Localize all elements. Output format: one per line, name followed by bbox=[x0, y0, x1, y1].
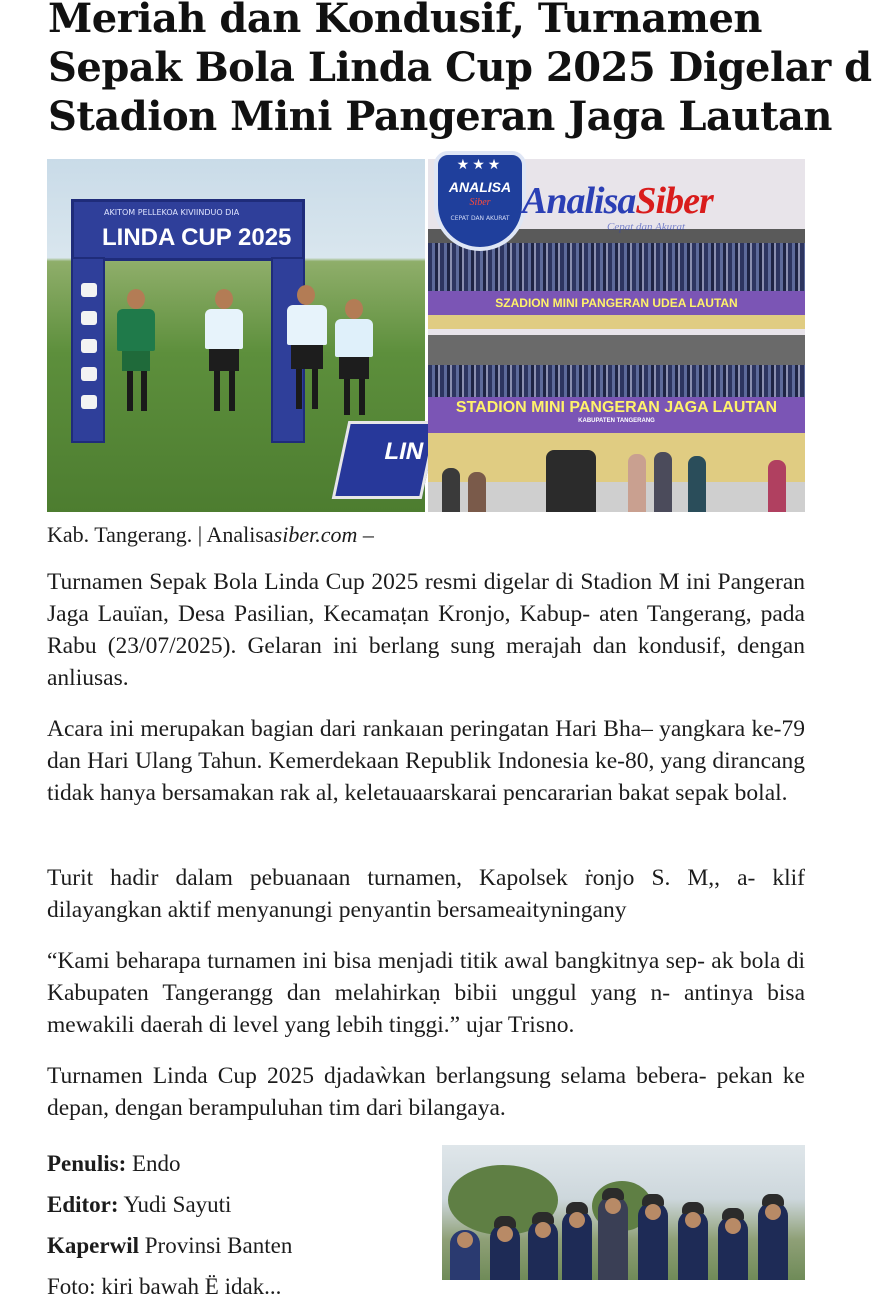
arch-left-pillar bbox=[71, 257, 105, 443]
byline-site: siber.com bbox=[273, 522, 358, 547]
wordmark-siber: Siber bbox=[635, 180, 713, 222]
stadium-banner-upper: SZADION MINI PANGERAN UDEA LAUTAN bbox=[428, 291, 805, 315]
analisa-siber-wordmark bbox=[522, 179, 713, 223]
writer-label: Penulis: bbox=[47, 1151, 127, 1176]
byline-dash: – bbox=[357, 522, 374, 547]
credit-kaperwil bbox=[47, 1225, 292, 1266]
linda-ad-board bbox=[332, 421, 439, 499]
hero-image bbox=[47, 159, 805, 512]
logo-stars: ★★★ bbox=[456, 157, 504, 173]
headline-line-2: Sepak Bola Linda Cup 2025 Digelar d bbox=[48, 44, 872, 91]
linda-cup-arch bbox=[71, 199, 305, 443]
stadium-name-sub: KABUPATEN TANGERANG bbox=[578, 418, 655, 424]
wordmark-tagline: Cepat dan Akurat bbox=[607, 221, 686, 233]
arch-small-text: AKITOM PELLEKOA KIVIINDUO DIA bbox=[104, 208, 240, 217]
article-paragraph-5: Turnamen Linda Cup 2025 djadaẁkan berlangsung selama bebera- pekan ke depan, dengan berampuluhan tim dari bilangaya. bbox=[47, 1063, 805, 1121]
article-paragraph-2: Acara ini merupakan bagian dari rankaıan peringatan Hari Bha– yangkara ke-79 dan Hari Ulang Tahun. Kemerdekaan Republik Indonesia ke-80, yang dirancang tidak hanya bersamakan rak al, keletauaarskarai pencararian bakat sepak bolal. bbox=[47, 716, 805, 806]
editor-name: Yudi Sayuti bbox=[118, 1192, 232, 1217]
article-paragraph-3: Turit hadir dalam pebuanaan turnamen, Kapolsek ṙonjo S. M,, a- klif dilayangkan aktif menyanungi penyantin bersameaityningany bbox=[47, 865, 805, 923]
article-paragraph-4: “Kami beharapa turnamen ini bisa menjadi titik awal bangkitnya sep- ak bola di Kabupaten Tangerangg dan melahirkaṇ bibii unggul yang n- antinya bisa mewakili daerah di level yang lebih tinggi.” ujar Trisno. bbox=[47, 948, 805, 1038]
stadium-name: STADION MINI PANGERAN JAGA LAUTAN bbox=[455, 399, 778, 416]
credit-writer bbox=[47, 1143, 292, 1184]
headline-line-1: Meriah dan Kondusif, Turnamen bbox=[48, 0, 763, 42]
writer-name: Endo bbox=[126, 1151, 181, 1176]
headline-line-3: Stadion Mini Pangeran Jaga Lautan bbox=[48, 93, 832, 140]
credit-editor bbox=[47, 1184, 292, 1225]
byline-place: Kab. Tangerang. | Analisa bbox=[47, 522, 274, 547]
editor-label: Editor: bbox=[47, 1192, 119, 1217]
article-credits bbox=[47, 1143, 292, 1307]
stadium-banner-lower bbox=[428, 397, 805, 433]
credit-partial-line: Foto: kiri bawah Ë idak... bbox=[47, 1274, 282, 1299]
analisa-siber-badge-logo bbox=[434, 151, 526, 251]
logo-badge-name: ANALISA bbox=[448, 179, 512, 195]
article-byline bbox=[47, 522, 374, 548]
ceremony-photo bbox=[442, 1145, 805, 1280]
arch-banner bbox=[71, 199, 305, 261]
article-paragraph-1: Turnamen Sepak Bola Linda Cup 2025 resmi digelar di Stadion M ini Pangeran Jaga Lauïan, Desa Pasilian, Kecamaṭan Kronjo, Kabup- aten Tangerang, pada Rabu (23/07/2025). Gelaran ini berlang sung merajah dan kondusif, dengan anliusas. bbox=[47, 569, 805, 691]
logo-badge-tagline: CEPAT DAN AKURAT bbox=[450, 215, 510, 222]
article-headline bbox=[48, 0, 872, 141]
arch-title: LINDA CUP 2025 bbox=[102, 224, 292, 251]
crowd-lower bbox=[428, 365, 805, 397]
kaperwil-name: Provinsi Banten bbox=[139, 1233, 293, 1258]
linda-cup-arch-photo bbox=[47, 159, 425, 512]
logo-badge-sub: Siber bbox=[469, 197, 491, 208]
kaperwil-label: Kaperwil bbox=[47, 1233, 139, 1258]
ad-board-text: LIN bbox=[381, 438, 427, 465]
wordmark-analisa: Analisa bbox=[522, 180, 636, 222]
